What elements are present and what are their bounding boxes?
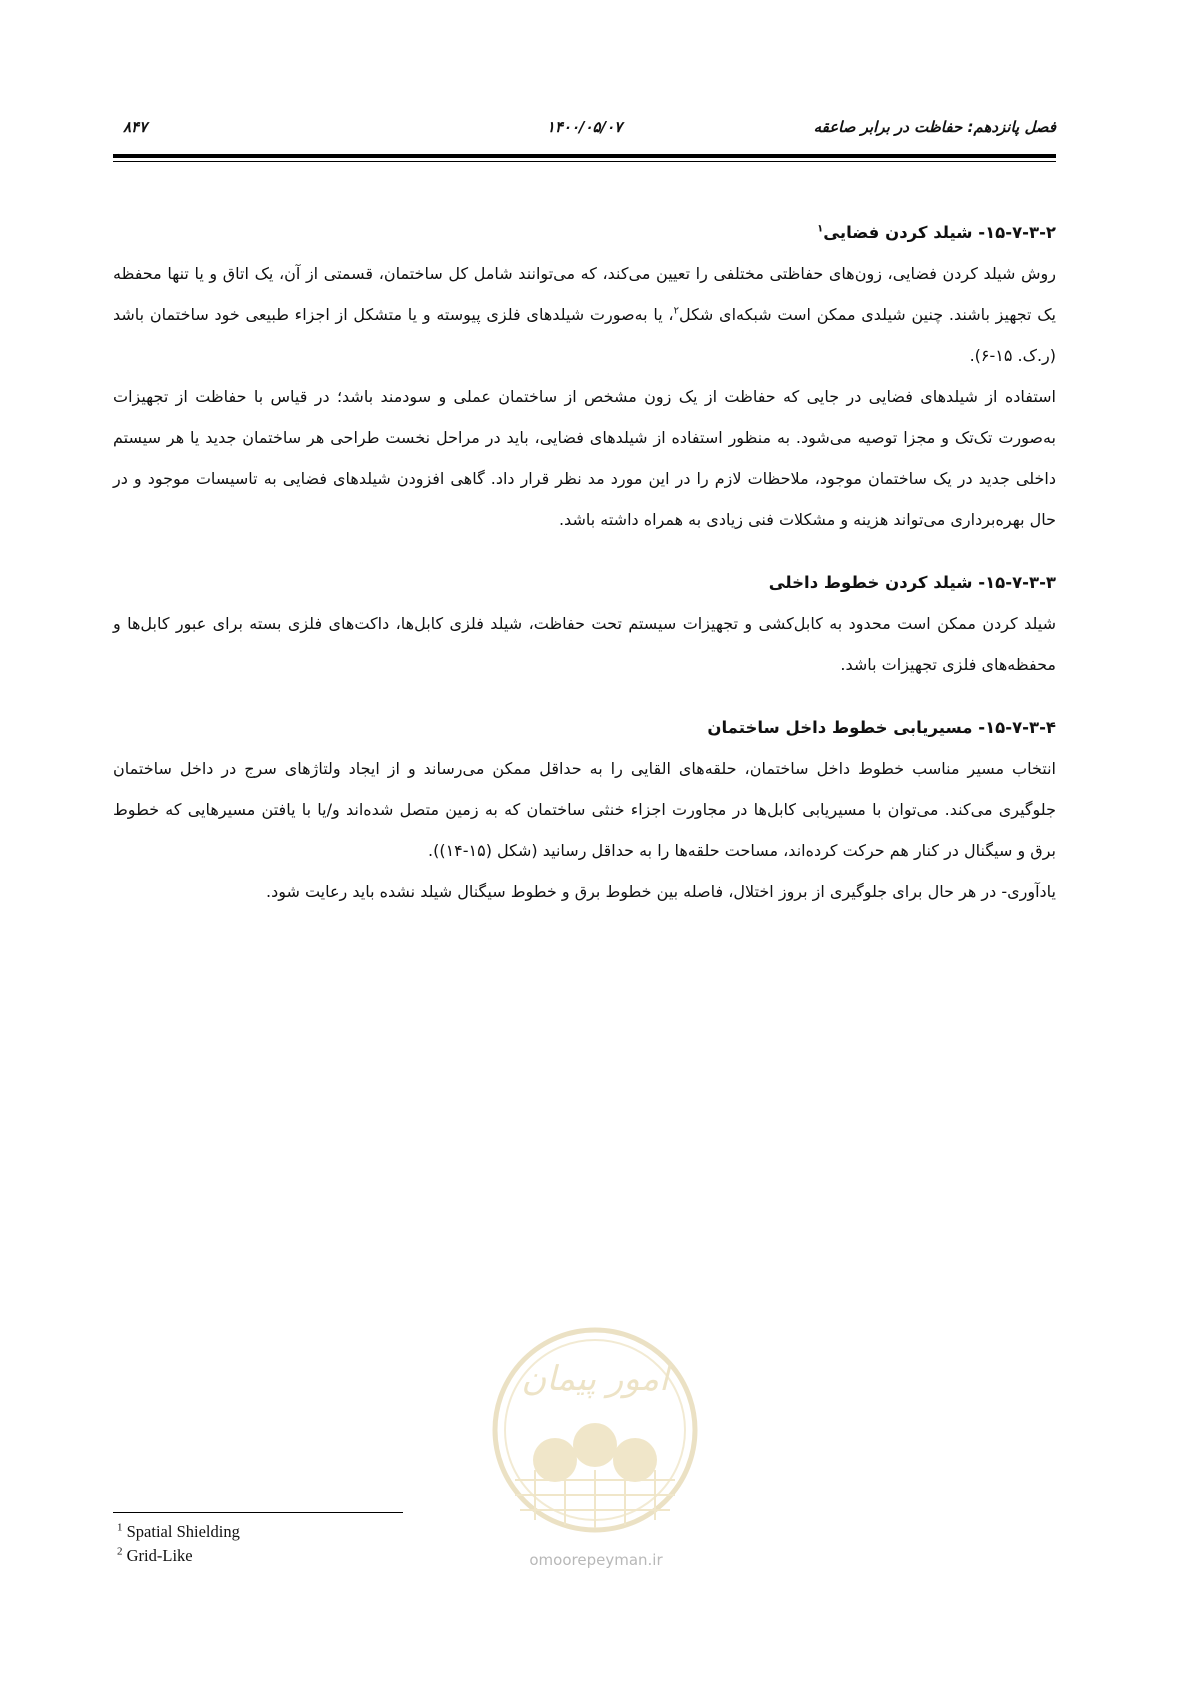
footnotes <box>117 1520 240 1568</box>
paragraph <box>113 253 1056 376</box>
paragraph: انتخاب مسیر مناسب خطوط داخل ساختمان، حلقه‌های القایی را به حداقل ممکن می‌رساند و از ایجاد ولتاژهای سرج در داخل ساختمان جلوگیری می‌کند. می‌توان با مسیریابی کابل‌ها در مجاورت اجزاء خنثی ساختمان که به زمین متصل شده‌اند و/یا با یافتن مسیرهایی که خطوط برق و سیگنال در کنار هم حرکت کرده‌اند، مساحت حلقه‌ها را به حداقل رسانید (شکل (۱۵-۱۴)). <box>113 759 1056 860</box>
watermark-url: omoorepeyman.ir <box>529 1551 663 1569</box>
paragraph: شیلد کردن ممکن است محدود به کابل‌کشی و تجهیزات سیستم تحت حفاظت، شیلد فلزی کابل‌ها، داکت‌های فلزی بسته برای عبور کابل‌ها و محفظه‌های فلزی تجهیزات باشد. <box>113 614 1056 674</box>
section-heading-internal-lines-shielding: ۱۵-۷-۳-۳- شیلد کردن خطوط داخلی <box>768 573 1056 592</box>
footnote-ref-2: ۲ <box>673 305 679 317</box>
section-heading-spatial-shielding <box>113 212 1056 253</box>
paragraph-text: ، یا به‌صورت شیلدهای فلزی پیوسته و یا متشکل از اجزاء طبیعی خود ساختمان باشد (ر.ک. ۱۵-۶). <box>113 305 1056 365</box>
header-date: ۱۴۰۰/۰۵/۰۷ <box>546 118 623 136</box>
footnote-text: Grid-Like <box>126 1546 193 1565</box>
footnote-number: 2 <box>117 1545 123 1558</box>
footnote-separator <box>113 1512 403 1513</box>
chapter-title: فصل پانزدهم: حفاظت در برابر صاعقه <box>813 118 1056 136</box>
footnote-1 <box>117 1520 240 1544</box>
paragraph-text: روش شیلد کردن فضایی، زون‌های حفاظتی مختلفی را تعیین می‌کند، که می‌توانند شامل کل ساختمان، قسمتی از آن، یک اتاق و یا تنها محفظه یک تجهیز باشند. چنین شیلدی ممکن است شبکه‌ای شکل <box>113 264 1057 324</box>
footnote-text: Spatial Shielding <box>126 1522 240 1541</box>
header-rule-thin <box>113 161 1056 162</box>
page-number: ۸۴۷ <box>123 118 148 136</box>
note-paragraph: یادآوری- در هر حال برای جلوگیری از بروز اختلال، فاصله بین خطوط برق و خطوط سیگنال شیلد نشده باید رعایت شود. <box>265 882 1056 901</box>
footnote-ref-1: ۱ <box>817 223 824 235</box>
footnote-number: 1 <box>117 1521 123 1534</box>
svg-text:امور پیمان: امور پیمان <box>521 1359 669 1399</box>
header-rule-thick <box>113 154 1056 158</box>
page-header <box>113 118 1056 148</box>
watermark-logo <box>490 1320 700 1560</box>
heading-text: ۱۵-۷-۳-۲- شیلد کردن فضایی <box>823 223 1056 242</box>
section-heading-line-routing: ۱۵-۷-۳-۴- مسیریابی خطوط داخل ساختمان <box>707 718 1056 737</box>
footnote-2 <box>117 1544 240 1568</box>
page-body <box>113 212 1056 912</box>
paragraph: استفاده از شیلدهای فضایی در جایی که حفاظت از یک زون مشخص از ساختمان عملی و سودمند باشد؛ در قیاس با حفاظت از تجهیزات به‌صورت تک‌تک و مجزا توصیه می‌شود. به منظور استفاده از شیلدهای فضایی، باید در مراحل نخست طراحی هر ساختمان جدید یا هر سیستم داخلی جدید در یک ساختمان موجود، ملاحظات لازم را در این مورد مد نظر قرار داد. گاهی افزودن شیلدهای فضایی به تاسیسات موجود و در حال بهره‌برداری می‌تواند هزینه و مشکلات فنی زیادی به همراه داشته باشد. <box>113 387 1056 529</box>
